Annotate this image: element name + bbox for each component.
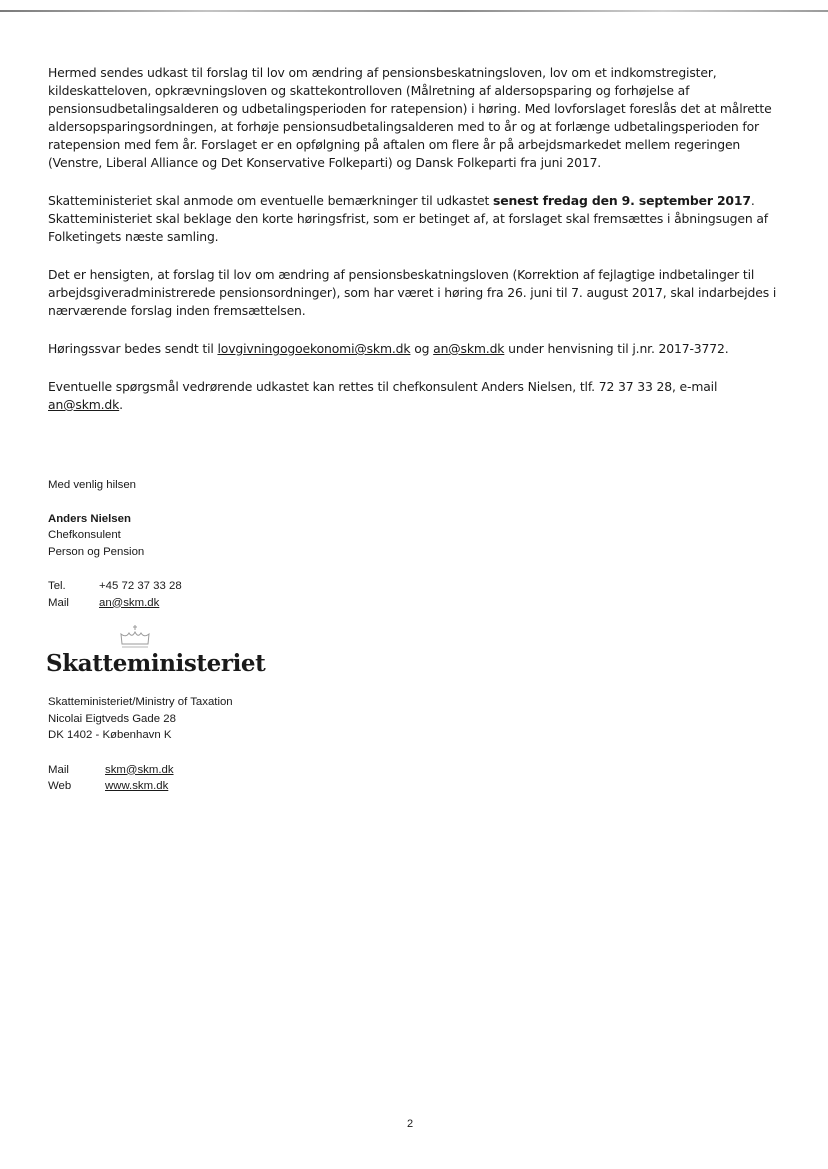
- ministry-web-link[interactable]: www.skm.dk: [105, 780, 169, 792]
- deadline-date: senest fredag den 9. september 2017: [493, 193, 751, 208]
- crown-icon: [118, 624, 152, 650]
- responses-text-post: under henvisning til j.nr. 2017-3772.: [504, 341, 729, 356]
- paragraph-merge: Det er hensigten, at forslag til lov om ændring af pensionsbeskatningsloven (Korrektion af fejlagtige indbetalinger til arbejdsgiveradministrerede pensionsordninger), som har været i høring fra 26. juni til 7. august 2017, skal indarbejdes i nærværende forslag inden fremsættelsen.: [48, 267, 777, 318]
- signer-contact: [48, 578, 448, 611]
- address-line-2: Nicolai Eigtveds Gade 28: [48, 712, 176, 725]
- ministry-mail-label: Mail: [48, 763, 69, 776]
- ministry-mail-link[interactable]: skm@skm.dk: [105, 763, 174, 776]
- page-number: 2: [407, 1118, 414, 1130]
- responses-text-mid: og: [410, 341, 434, 356]
- mail-label: Mail: [48, 596, 69, 609]
- link-lovgivning-email[interactable]: lovgivningogoekonomi@skm.dk: [217, 341, 411, 356]
- closing-greeting: Med venlig hilsen: [48, 479, 137, 491]
- paragraph-deadline: [48, 192, 778, 246]
- paragraph-questions: [48, 378, 778, 414]
- letter-body: [48, 64, 778, 434]
- paragraph-responses: [48, 340, 778, 358]
- link-contact-email[interactable]: an@skm.dk: [48, 397, 120, 412]
- signature-block: [48, 477, 448, 611]
- address-line-3: DK 1402 - København K: [48, 729, 172, 741]
- signer-department: Person og Pension: [48, 545, 145, 558]
- ministry-web-label: Web: [48, 780, 72, 792]
- link-an-email[interactable]: an@skm.dk: [433, 341, 505, 356]
- signer-title: Chefkonsulent: [48, 529, 121, 541]
- top-rule: [0, 10, 828, 12]
- responses-text-pre: Høringssvar bedes sendt til: [48, 341, 218, 356]
- ministry-contact: [48, 762, 233, 795]
- deadline-text-post: . Skatteministeriet skal beklage den korte høringsfrist, som er betinget af, at forslaget skal fremsættes i åbningsugen af Folketingets næste samling.: [48, 193, 768, 244]
- questions-text-post: .: [119, 397, 123, 412]
- address-line-1: Skatteministeriet/Ministry of Taxation: [48, 696, 233, 708]
- signer-mail-link[interactable]: an@skm.dk: [99, 596, 160, 609]
- signer-name: Anders Nielsen: [48, 512, 131, 525]
- deadline-text-pre: Skatteministeriet skal anmode om eventuelle bemærkninger til udkastet: [48, 193, 494, 208]
- paragraph-intro: Hermed sendes udkast til forslag til lov om ændring af pensionsbeskatningsloven, lov om et indkomstregister, kildeskatteloven, opkrævningsloven og skattekontrolloven (Målretning af aldersopsparing og forhøjelse af pensionsudbetalingsalderen og udbetalingsperioden for ratepension) i høring. Med lovforslaget foreslås det at målrette aldersopsparingsordningen, at forhøje pensionsudbetalingsalderen med to år og at forlænge udbetalingsperioden for ratepension med fem år. Forslaget er en opfølgning på aftalen om flere år på arbejdsmarkedet mellem regeringen (Venstre, Liberal Alliance og Det Konservative Folkeparti) og Dansk Folkeparti fra juni 2017.: [48, 65, 772, 170]
- tel-value: +45 72 37 33 28: [99, 580, 182, 592]
- questions-text-pre: Eventuelle spørgsmål vedrørende udkastet kan rettes til chefkonsulent Anders Nielsen, tlf. 72 37 33 28, e-mail: [48, 379, 718, 394]
- tel-label: Tel.: [48, 580, 66, 592]
- ministry-logo-text: Skatteministeriet: [46, 650, 266, 677]
- ministry-address: [48, 694, 233, 795]
